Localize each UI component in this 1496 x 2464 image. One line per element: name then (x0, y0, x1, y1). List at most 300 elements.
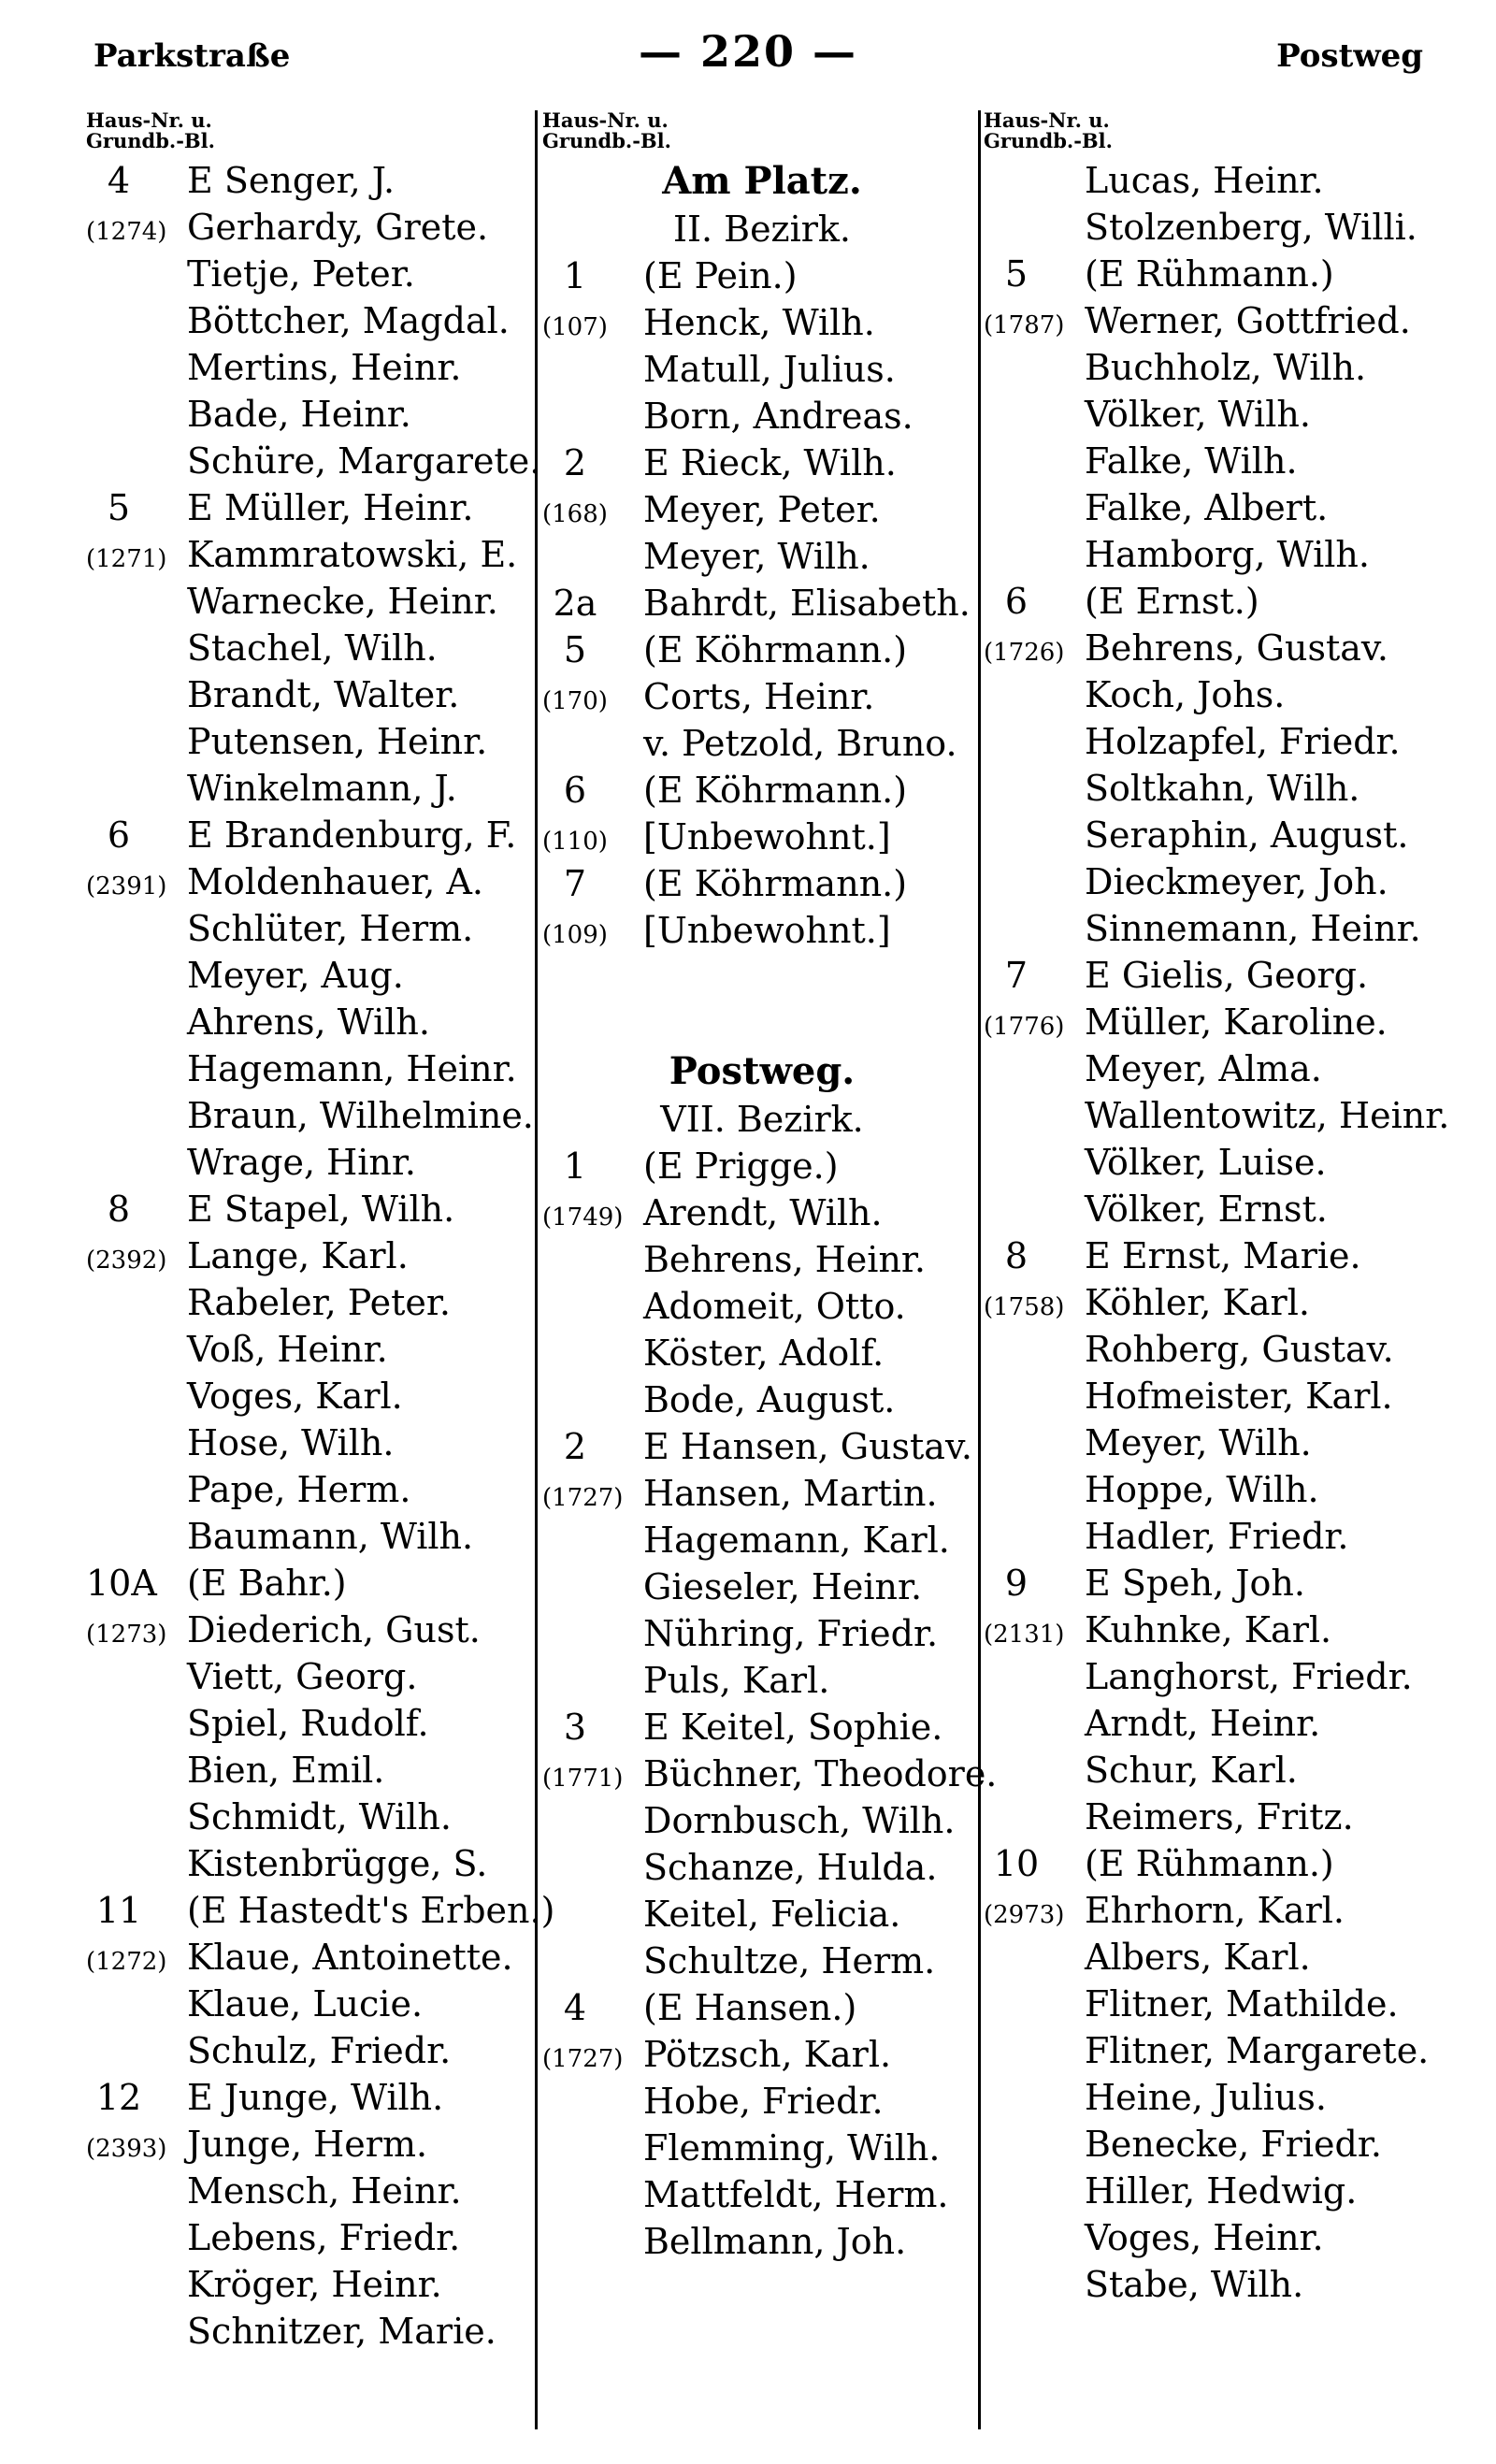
resident-name: Kammratowski, E. (187, 534, 518, 575)
directory-entry (542, 2031, 982, 2078)
resident-name: Schüre, Margarete. (187, 440, 541, 482)
column-header-line2: Grundb.-Bl. (542, 129, 671, 152)
directory-entry (542, 2171, 982, 2218)
land-register-number: (1726) (984, 639, 1065, 667)
resident-name: Dieckmeyer, Joh. (1085, 861, 1388, 902)
house-number: 7 (1004, 955, 1028, 996)
resident-name: Braun, Wilhelmine. (187, 1095, 534, 1136)
directory-entry (542, 860, 982, 907)
resident-name: Tietje, Peter. (187, 253, 415, 295)
directory-entry (542, 252, 982, 299)
directory-entry (984, 1513, 1442, 1560)
directory-entry (86, 1981, 535, 2027)
directory-entry (984, 1934, 1442, 1981)
directory-entry (86, 484, 535, 531)
directory-entry (86, 1186, 535, 1232)
directory-entry (984, 438, 1442, 484)
directory-entry (86, 1045, 535, 1092)
resident-name: Hamborg, Wilh. (1085, 534, 1370, 575)
resident-name: Schur, Karl. (1085, 1750, 1298, 1791)
house-number: 12 (95, 2077, 142, 2118)
entry-list (542, 1143, 998, 2265)
directory-entry (86, 905, 535, 952)
house-number: 1 (563, 255, 587, 296)
directory-entry (86, 2214, 535, 2261)
resident-name: Hobe, Friedr. (643, 2081, 884, 2122)
directory-entry (86, 344, 535, 391)
directory-entry (542, 1236, 982, 1283)
resident-name: Puls, Karl. (643, 1660, 830, 1701)
resident-name: Spiel, Rudolf. (187, 1703, 429, 1744)
directory-entry (86, 718, 535, 765)
resident-name: E Brandenburg, F. (187, 814, 517, 856)
resident-name: Schlüter, Herm. (187, 908, 474, 949)
resident-name: Lebens, Friedr. (187, 2217, 461, 2258)
directory-entry (86, 1653, 535, 1700)
resident-name: Schulz, Friedr. (187, 2030, 452, 2071)
directory-entry (542, 1751, 998, 1797)
resident-name: Putensen, Heinr. (187, 721, 488, 762)
land-register-number: (1758) (984, 1293, 1065, 1321)
resident-name: Benecke, Friedr. (1085, 2124, 1382, 2165)
resident-name: Falke, Albert. (1085, 487, 1329, 528)
directory-entry (86, 438, 541, 484)
directory-entry (984, 344, 1442, 391)
resident-name: Hansen, Martin. (643, 1473, 938, 1514)
resident-name: Völker, Ernst. (1085, 1189, 1328, 1230)
directory-entry (984, 1887, 1442, 1934)
street-heading-left: Parkstraße (94, 37, 291, 75)
resident-name: Dornbusch, Wilh. (643, 1800, 956, 1841)
directory-entry (984, 1840, 1442, 1887)
directory-entry (542, 346, 982, 393)
street-heading-right: Postweg (1276, 37, 1423, 75)
directory-entry (86, 812, 535, 858)
directory-entry (86, 952, 535, 999)
directory-entry (542, 1797, 982, 1844)
resident-name: Lucas, Heinr. (1085, 160, 1324, 201)
house-number: 8 (1004, 1235, 1028, 1276)
house-number: 7 (563, 863, 587, 904)
resident-name: Bade, Heinr. (187, 394, 411, 435)
resident-name: [Unbewohnt.] (643, 910, 891, 951)
directory-entry (86, 1794, 535, 1840)
directory-entry (984, 1981, 1442, 2027)
resident-name: Gieseler, Heinr. (643, 1566, 923, 1607)
directory-entry (86, 157, 535, 204)
entry-list (86, 157, 555, 2355)
directory-entry (984, 1794, 1442, 1840)
directory-entry (86, 1887, 555, 1934)
directory-entry (86, 671, 535, 718)
directory-entry (984, 1045, 1442, 1092)
directory-entry (86, 2308, 535, 2355)
resident-name: Behrens, Heinr. (643, 1239, 926, 1280)
resident-name: Brandt, Walter. (187, 674, 460, 715)
column-header-line2: Grundb.-Bl. (984, 129, 1113, 152)
directory-entry (86, 1419, 535, 1466)
resident-name: Stabe, Wilh. (1085, 2264, 1304, 2305)
column-1 (86, 108, 555, 2420)
directory-entry (86, 625, 535, 671)
directory-entry (984, 858, 1442, 905)
directory-entry (542, 393, 982, 439)
directory-entry (984, 1747, 1442, 1794)
resident-name: (E Ernst.) (1085, 581, 1259, 622)
section-spacer (542, 954, 982, 1047)
resident-name: Winkelmann, J. (187, 768, 457, 809)
resident-name: Büchner, Theodore. (643, 1753, 998, 1794)
land-register-number: (1776) (984, 1013, 1065, 1041)
resident-name: (E Köhrmann.) (643, 770, 908, 811)
house-number: 2 (563, 442, 587, 483)
resident-name: Völker, Luise. (1085, 1142, 1327, 1183)
resident-name: Bahrdt, Elisabeth. (643, 583, 971, 624)
directory-entry (542, 1517, 982, 1563)
directory-entry (542, 1984, 982, 2031)
resident-name: (E Rühmann.) (1085, 253, 1334, 295)
directory-entry (984, 1326, 1442, 1373)
directory-entry (542, 627, 982, 673)
resident-name: E Stapel, Wilh. (187, 1189, 455, 1230)
resident-name: Behrens, Gustav. (1085, 627, 1388, 669)
directory-entry (86, 1466, 535, 1513)
resident-name: Schultze, Herm. (643, 1940, 936, 1981)
directory-entry (984, 297, 1442, 344)
directory-entry (984, 952, 1442, 999)
directory-entry (542, 1423, 982, 1470)
resident-name: Holzapfel, Friedr. (1085, 721, 1401, 762)
resident-name: Falke, Wilh. (1085, 440, 1298, 482)
resident-name: Meyer, Wilh. (1085, 1422, 1312, 1463)
resident-name: Voß, Heinr. (187, 1329, 388, 1370)
directory-entry (984, 625, 1442, 671)
resident-name: Stachel, Wilh. (187, 627, 438, 669)
resident-name: Buchholz, Wilh. (1085, 347, 1367, 388)
section-district: II. Bezirk. (672, 209, 852, 250)
resident-name: Böttcher, Magdal. (187, 300, 510, 341)
resident-name: Matull, Julius. (643, 349, 896, 390)
resident-name: Pape, Herm. (187, 1469, 411, 1510)
directory-entry (542, 1704, 982, 1751)
resident-name: Bellmann, Joh. (643, 2221, 907, 2262)
resident-name: Voges, Heinr. (1085, 2217, 1324, 2258)
resident-name: Hose, Wilh. (187, 1422, 395, 1463)
land-register-number: (1273) (86, 1621, 167, 1649)
directory-entry (984, 531, 1442, 578)
resident-name: Hofmeister, Karl. (1085, 1376, 1393, 1417)
directory-entry (542, 1283, 982, 1330)
column-2 (542, 108, 998, 2420)
resident-name: Diederich, Gust. (187, 1609, 481, 1650)
directory-entry (984, 671, 1442, 718)
resident-name: Wallentowitz, Heinr. (1085, 1095, 1450, 1136)
directory-entry (86, 999, 535, 1045)
directory-entry (984, 2074, 1442, 2121)
house-number: 10 (993, 1843, 1040, 1884)
resident-name: Flitner, Mathilde. (1085, 1983, 1399, 2025)
directory-entry (542, 814, 982, 860)
land-register-number: (1271) (86, 545, 167, 573)
directory-entry (542, 1330, 982, 1376)
directory-entry (542, 486, 982, 533)
directory-entry (984, 718, 1442, 765)
resident-name: (E Köhrmann.) (643, 629, 908, 670)
land-register-number: (109) (542, 921, 608, 949)
directory-entry (86, 2027, 535, 2074)
resident-name: Lange, Karl. (187, 1235, 409, 1276)
house-number: 6 (1004, 581, 1028, 622)
land-register-number: (2391) (86, 872, 167, 901)
column-header (86, 110, 535, 157)
resident-name: Voges, Karl. (187, 1376, 403, 1417)
directory-entry (984, 1419, 1442, 1466)
directory-entry (542, 1143, 982, 1189)
land-register-number: (1727) (542, 2045, 624, 2073)
directory-entry (542, 439, 982, 486)
resident-name: Bien, Emil. (187, 1750, 385, 1791)
directory-entry (984, 1560, 1442, 1607)
house-number: 10A (86, 1563, 157, 1604)
directory-entry (984, 999, 1442, 1045)
house-number: 5 (563, 629, 587, 670)
resident-name: Adomeit, Otto. (643, 1286, 906, 1327)
resident-name: Hoppe, Wilh. (1085, 1469, 1319, 1510)
house-number: 6 (563, 770, 587, 811)
directory-entry (86, 297, 535, 344)
resident-name: Baumann, Wilh. (187, 1516, 474, 1557)
directory-entry (86, 2074, 535, 2121)
resident-name: Meyer, Aug. (187, 955, 404, 996)
directory-entry (542, 1938, 982, 1984)
directory-entry (86, 1373, 535, 1419)
resident-name: Keitel, Felicia. (643, 1894, 901, 1935)
resident-name: Hiller, Hedwig. (1085, 2170, 1358, 2212)
resident-name: Pötzsch, Karl. (643, 2034, 892, 2075)
land-register-number: (1787) (984, 311, 1065, 339)
column-header-line2: Grundb.-Bl. (86, 129, 215, 152)
resident-name: Bode, August. (643, 1379, 896, 1420)
house-number: 6 (107, 814, 131, 856)
resident-name: Heine, Julius. (1085, 2077, 1327, 2118)
resident-name: Ehrhorn, Karl. (1085, 1890, 1345, 1931)
resident-name: Albers, Karl. (1085, 1937, 1311, 1978)
page-number: — 220 — (638, 26, 858, 77)
directory-entry (86, 1092, 535, 1139)
directory-entry (86, 765, 535, 812)
column-header-line1: Haus-Nr. u. (86, 108, 212, 132)
resident-name: Rohberg, Gustav. (1085, 1329, 1394, 1370)
resident-name: Ahrens, Wilh. (187, 1001, 430, 1043)
directory-entry (86, 2121, 535, 2168)
house-number: 2 (563, 1426, 587, 1467)
directory-entry (542, 767, 982, 814)
resident-name: Völker, Wilh. (1085, 394, 1311, 435)
entry-list (984, 157, 1450, 2308)
directory-entry (542, 1891, 982, 1938)
land-register-number: (1771) (542, 1765, 624, 1793)
land-register-number: (1727) (542, 1484, 624, 1512)
column-3 (984, 108, 1450, 2420)
directory-entry (86, 1279, 535, 1326)
resident-name: Klaue, Antoinette. (187, 1937, 513, 1978)
resident-name: Moldenhauer, A. (187, 861, 483, 902)
resident-name: Hadler, Friedr. (1085, 1516, 1349, 1557)
resident-name: Mensch, Heinr. (187, 2170, 462, 2212)
directory-entry (86, 1700, 535, 1747)
resident-name: Mertins, Heinr. (187, 347, 462, 388)
directory-entry (984, 391, 1442, 438)
land-register-number: (170) (542, 687, 608, 715)
directory-entry (984, 1186, 1442, 1232)
resident-name: E Speh, Joh. (1085, 1563, 1305, 1604)
house-number: 4 (563, 1987, 587, 2028)
directory-entry (542, 2125, 982, 2171)
land-register-number: (1274) (86, 218, 167, 246)
directory-entry (86, 251, 535, 297)
land-register-number: (2973) (984, 1901, 1065, 1929)
directory-entry (542, 673, 982, 720)
directory-entry (984, 1139, 1442, 1186)
resident-name: [Unbewohnt.] (643, 816, 891, 857)
directory-entry (542, 1376, 982, 1423)
house-number: 4 (107, 160, 131, 201)
directory-entry (984, 204, 1442, 251)
directory-entry (86, 1513, 535, 1560)
resident-name: Sinnemann, Heinr. (1085, 908, 1421, 949)
house-number: 2a (553, 583, 597, 624)
directory-entry (984, 1092, 1450, 1139)
directory-entry (86, 2168, 535, 2214)
directory-entry (542, 1657, 982, 1704)
resident-name: Viett, Georg. (187, 1656, 418, 1697)
page-header (0, 24, 1496, 77)
directory-entry (984, 2121, 1442, 2168)
directory-entry (984, 1700, 1442, 1747)
resident-name: Junge, Herm. (187, 2124, 428, 2165)
resident-name: Reimers, Fritz. (1085, 1796, 1354, 1837)
resident-name: Schnitzer, Marie. (187, 2311, 496, 2352)
house-number: 5 (1004, 253, 1028, 295)
directory-entry (542, 1470, 982, 1517)
directory-entry (984, 2168, 1442, 2214)
directory-entry (86, 578, 535, 625)
resident-name: Kistenbrügge, S. (187, 1843, 488, 1884)
directory-entry (86, 858, 535, 905)
resident-name: (E Köhrmann.) (643, 863, 908, 904)
resident-name: E Keitel, Sophie. (643, 1707, 943, 1748)
resident-name: Rabeler, Peter. (187, 1282, 451, 1323)
resident-name: (E Hastedt's Erben.) (187, 1890, 555, 1931)
resident-name: E Senger, J. (187, 160, 396, 201)
resident-name: Meyer, Alma. (1085, 1048, 1322, 1089)
resident-name: E Junge, Wilh. (187, 2077, 444, 2118)
directory-entry (984, 1653, 1442, 1700)
resident-name: (E Rühmann.) (1085, 1843, 1334, 1884)
resident-name: Flemming, Wilh. (643, 2127, 941, 2169)
resident-name: Nühring, Friedr. (643, 1613, 939, 1654)
resident-name: Koch, Johs. (1085, 674, 1286, 715)
section-district: VII. Bezirk. (660, 1099, 864, 1140)
directory-entry (542, 299, 982, 346)
resident-name: Arndt, Heinr. (1085, 1703, 1321, 1744)
directory-entry (984, 1232, 1442, 1279)
resident-name: E Gielis, Georg. (1085, 955, 1369, 996)
resident-name: Henck, Wilh. (643, 302, 875, 343)
land-register-number: (110) (542, 828, 608, 856)
resident-name: Mattfeldt, Herm. (643, 2174, 949, 2215)
land-register-number: (2131) (984, 1621, 1065, 1649)
resident-name: E Müller, Heinr. (187, 487, 474, 528)
directory-entry (984, 2261, 1442, 2308)
directory-entry (542, 2078, 982, 2125)
land-register-number: (168) (542, 500, 608, 528)
house-number: 8 (107, 1189, 131, 1230)
directory-entry (86, 1607, 535, 1653)
directory-entry (984, 812, 1442, 858)
directory-entry (86, 1139, 535, 1186)
directory-entry (86, 1560, 535, 1607)
column-header (542, 110, 982, 157)
directory-entry (542, 1189, 982, 1236)
directory-entry (542, 2218, 982, 2265)
directory-entry (984, 484, 1442, 531)
house-number: 9 (1004, 1563, 1028, 1604)
resident-name: Flitner, Margarete. (1085, 2030, 1430, 2071)
directory-entry (86, 2261, 535, 2308)
resident-name: Soltkahn, Wilh. (1085, 768, 1360, 809)
directory-entry (542, 1563, 982, 1610)
resident-name: Corts, Heinr. (643, 676, 875, 717)
house-number: 11 (95, 1890, 142, 1931)
directory-entry (86, 1840, 535, 1887)
directory-entry (86, 1934, 535, 1981)
column-header (984, 110, 1442, 157)
house-number: 5 (107, 487, 131, 528)
resident-name: E Ernst, Marie. (1085, 1235, 1361, 1276)
directory-entry (984, 251, 1442, 297)
directory-entry (984, 905, 1442, 952)
entry-list (542, 252, 982, 954)
resident-name: Kröger, Heinr. (187, 2264, 442, 2305)
resident-name: (E Prigge.) (643, 1146, 839, 1187)
directory-entry (984, 157, 1442, 204)
directory-entry (542, 533, 982, 580)
directory-entry (984, 578, 1442, 625)
house-number: 3 (563, 1707, 587, 1748)
resident-name: Wrage, Hinr. (187, 1142, 416, 1183)
resident-name: Arendt, Wilh. (643, 1192, 883, 1233)
resident-name: Hagemann, Karl. (643, 1520, 950, 1561)
directory-entry (86, 1747, 535, 1794)
directory-entry (542, 1844, 982, 1891)
directory-entry (984, 2214, 1442, 2261)
resident-name: Köster, Adolf. (643, 1333, 885, 1374)
resident-name: Meyer, Peter. (643, 489, 881, 530)
directory-entry (984, 2027, 1442, 2074)
section-title: Postweg. (669, 1049, 856, 1093)
resident-name: Born, Andreas. (643, 396, 913, 437)
house-number: 1 (563, 1146, 587, 1187)
directory-entry (984, 1373, 1442, 1419)
land-register-number: (107) (542, 313, 608, 341)
directory-entry (984, 1279, 1442, 1326)
resident-name: Langhorst, Friedr. (1085, 1656, 1413, 1697)
section-title: Am Platz. (662, 159, 862, 203)
column-header-line1: Haus-Nr. u. (984, 108, 1110, 132)
directory-entry (542, 720, 982, 767)
resident-name: Hagemann, Heinr. (187, 1048, 517, 1089)
